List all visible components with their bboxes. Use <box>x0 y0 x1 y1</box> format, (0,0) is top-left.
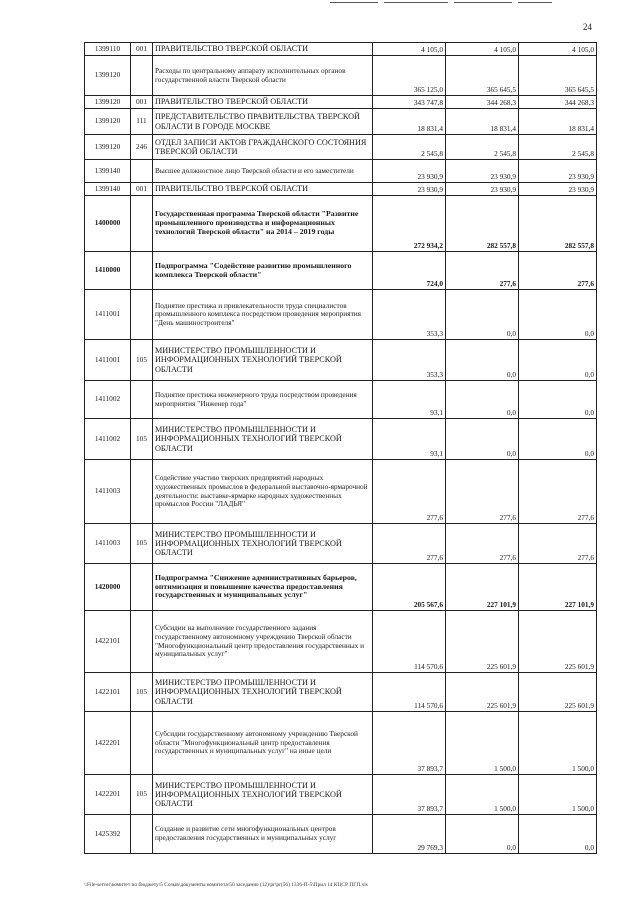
row-name-cell: Подпрограмма "Содействие развитию промышленного комплекса Тверской области" <box>153 252 373 290</box>
row-amount-2016-cell: 0,0 <box>519 419 597 460</box>
row-amount-2015-cell: 227 101,9 <box>446 564 519 611</box>
row-amount-2016-cell: 344 268,3 <box>519 96 597 109</box>
row-amount-2015-cell: 23 930,9 <box>446 160 519 183</box>
row-code-cell: 1399120 <box>85 96 131 109</box>
row-amount-2014-cell: 205 567,6 <box>373 564 446 611</box>
row-name-cell: ПРЕДСТАВИТЕЛЬСТВО ПРАВИТЕЛЬСТВА ТВЕРСКОЙ ОБЛАСТИ В ГОРОДЕ МОСКВЕ <box>153 109 373 135</box>
row-amount-2015-cell: 23 930,9 <box>446 183 519 196</box>
table-row <box>85 673 597 712</box>
row-name-cell: Субсидии государственному автономному учреждению Тверской области "Многофункциональный центр предоставления государственных и муниципальных услуг" на иные цели <box>153 712 373 775</box>
row-code-cell: 1411001 <box>85 290 131 340</box>
row-amount-2014-cell: 114 570,6 <box>373 673 446 712</box>
row-code-cell: 1411003 <box>85 460 131 524</box>
row-amount-2015-cell: 0,0 <box>446 290 519 340</box>
row-amount-2014-cell: 37 893,7 <box>373 775 446 815</box>
table-body <box>85 43 597 854</box>
row-amount-2016-cell: 2 545,8 <box>519 135 597 160</box>
row-amount-2015-cell: 2 545,8 <box>446 135 519 160</box>
row-code-cell: 1399120 <box>85 109 131 135</box>
row-name-cell: ПРАВИТЕЛЬСТВО ТВЕРСКОЙ ОБЛАСТИ <box>153 96 373 109</box>
row-name-cell: Подпрограмма "Снижение административных барьеров, оптимизация и повышение качества предоставления государственных и муниципальных услуг" <box>153 564 373 611</box>
row-amount-2014-cell: 353,3 <box>373 290 446 340</box>
row-gr-cell <box>131 252 153 290</box>
table-row <box>85 290 597 340</box>
row-gr-cell: 105 <box>131 419 153 460</box>
row-amount-2016-cell: 365 645,5 <box>519 56 597 96</box>
row-gr-cell: 001 <box>131 43 153 56</box>
row-amount-2015-cell: 0,0 <box>446 381 519 419</box>
row-amount-2016-cell: 0,0 <box>519 290 597 340</box>
row-name-cell: Субсидии на выполнение государственного задания государственному автономному учреждению Тверской области "Многофункциональный центр предоставления государственных и муниципальных услуг" <box>153 611 373 673</box>
row-amount-2014-cell: 93,1 <box>373 419 446 460</box>
row-amount-2014-cell: 37 893,7 <box>373 712 446 775</box>
page-number: 24 <box>583 22 592 32</box>
row-amount-2015-cell: 1 500,0 <box>446 712 519 775</box>
row-code-cell: 1400000 <box>85 196 131 252</box>
row-gr-cell <box>131 564 153 611</box>
top-rule-4 <box>518 2 552 3</box>
row-gr-cell <box>131 381 153 419</box>
row-amount-2015-cell: 1 500,0 <box>446 775 519 815</box>
row-amount-2014-cell: 93,1 <box>373 381 446 419</box>
top-rule-1 <box>330 2 378 3</box>
row-amount-2015-cell: 277,6 <box>446 524 519 564</box>
table-row <box>85 340 597 381</box>
row-code-cell: 1422201 <box>85 712 131 775</box>
table-row <box>85 524 597 564</box>
row-code-cell: 1422101 <box>85 611 131 673</box>
row-name-cell: Расходы по центральному аппарату исполнительных органов государственной власти Тверской области <box>153 56 373 96</box>
row-amount-2015-cell: 225 601,9 <box>446 673 519 712</box>
row-amount-2014-cell: 29 769,3 <box>373 815 446 854</box>
row-code-cell: 1422201 <box>85 775 131 815</box>
row-amount-2015-cell: 282 557,8 <box>446 196 519 252</box>
row-code-cell: 1411002 <box>85 419 131 460</box>
table-row <box>85 611 597 673</box>
table-row <box>85 196 597 252</box>
row-amount-2016-cell: 1 500,0 <box>519 775 597 815</box>
row-gr-cell: 001 <box>131 183 153 196</box>
row-amount-2015-cell: 0,0 <box>446 419 519 460</box>
row-gr-cell: 001 <box>131 96 153 109</box>
row-amount-2014-cell: 343 747,8 <box>373 96 446 109</box>
row-gr-cell <box>131 160 153 183</box>
row-amount-2014-cell: 4 105,0 <box>373 43 446 56</box>
row-code-cell: 1411003 <box>85 524 131 564</box>
row-amount-2015-cell: 0,0 <box>446 815 519 854</box>
row-amount-2016-cell: 23 930,9 <box>519 183 597 196</box>
row-gr-cell <box>131 290 153 340</box>
row-amount-2016-cell: 0,0 <box>519 340 597 381</box>
row-name-cell: Поднятие престижа инженерного труда посредством проведения мероприятия "Инженер года" <box>153 381 373 419</box>
row-amount-2016-cell: 1 500,0 <box>519 712 597 775</box>
table-row <box>85 109 597 135</box>
row-name-cell: МИНИСТЕРСТВО ПРОМЫШЛЕННОСТИ И ИНФОРМАЦИОННЫХ ТЕХНОЛОГИЙ ТВЕРСКОЙ ОБЛАСТИ <box>153 775 373 815</box>
table-row <box>85 160 597 183</box>
row-amount-2015-cell: 277,6 <box>446 460 519 524</box>
row-amount-2014-cell: 724,0 <box>373 252 446 290</box>
row-gr-cell <box>131 712 153 775</box>
row-name-cell: Высшее должностное лицо Тверской области и его заместители <box>153 160 373 183</box>
row-amount-2016-cell: 0,0 <box>519 381 597 419</box>
row-gr-cell <box>131 611 153 673</box>
table-row <box>85 135 597 160</box>
row-gr-cell <box>131 56 153 96</box>
row-amount-2014-cell: 277,6 <box>373 460 446 524</box>
row-name-cell: Государственная программа Тверской области "Развитие промышленного производства и информационных технологий Тверской области" на 2014 – 2019 годы <box>153 196 373 252</box>
table-row <box>85 419 597 460</box>
top-rule-3 <box>454 2 512 3</box>
row-amount-2016-cell: 225 601,9 <box>519 673 597 712</box>
table-row <box>85 381 597 419</box>
row-gr-cell <box>131 196 153 252</box>
row-amount-2015-cell: 0,0 <box>446 340 519 381</box>
file-path-footer: \\File-server\комитет по бюджету\5 Созыв\документы комитета\50 заседание (12)\pr\pr(56) 1336-П-5\Прил 14 КЦСР ПГП.xls <box>84 882 368 888</box>
budget-table <box>84 42 597 854</box>
row-gr-cell: 105 <box>131 775 153 815</box>
row-code-cell: 1425392 <box>85 815 131 854</box>
table-row <box>85 96 597 109</box>
table-row <box>85 815 597 854</box>
table-row <box>85 43 597 56</box>
row-amount-2014-cell: 114 570,6 <box>373 611 446 673</box>
row-code-cell: 1399120 <box>85 56 131 96</box>
row-amount-2014-cell: 272 934,2 <box>373 196 446 252</box>
row-amount-2016-cell: 227 101,9 <box>519 564 597 611</box>
row-amount-2014-cell: 18 831,4 <box>373 109 446 135</box>
row-amount-2016-cell: 277,6 <box>519 252 597 290</box>
row-code-cell: 1410000 <box>85 252 131 290</box>
row-code-cell: 1422101 <box>85 673 131 712</box>
row-name-cell: Содействие участию тверских предприятий народных художественных промыслов в федеральной выставочно-ярмарочной деятельности: выставке-ярмарке народных художественных промыслов России "ЛАДЬЯ" <box>153 460 373 524</box>
row-amount-2016-cell: 18 831,4 <box>519 109 597 135</box>
row-gr-cell: 111 <box>131 109 153 135</box>
table-row <box>85 564 597 611</box>
row-gr-cell <box>131 460 153 524</box>
row-gr-cell <box>131 815 153 854</box>
row-name-cell: ПРАВИТЕЛЬСТВО ТВЕРСКОЙ ОБЛАСТИ <box>153 183 373 196</box>
row-name-cell: ОТДЕЛ ЗАПИСИ АКТОВ ГРАЖДАНСКОГО СОСТОЯНИЯ ТВЕРСКОЙ ОБЛАСТИ <box>153 135 373 160</box>
row-amount-2015-cell: 365 645,5 <box>446 56 519 96</box>
row-amount-2015-cell: 18 831,4 <box>446 109 519 135</box>
row-amount-2014-cell: 277,6 <box>373 524 446 564</box>
row-amount-2015-cell: 225 601,9 <box>446 611 519 673</box>
row-amount-2016-cell: 225 601,9 <box>519 611 597 673</box>
row-amount-2016-cell: 277,6 <box>519 524 597 564</box>
row-amount-2015-cell: 4 105,0 <box>446 43 519 56</box>
table-row <box>85 56 597 96</box>
row-amount-2014-cell: 353,3 <box>373 340 446 381</box>
row-amount-2014-cell: 23 930,9 <box>373 183 446 196</box>
row-name-cell: МИНИСТЕРСТВО ПРОМЫШЛЕННОСТИ И ИНФОРМАЦИОННЫХ ТЕХНОЛОГИЙ ТВЕРСКОЙ ОБЛАСТИ <box>153 673 373 712</box>
row-name-cell: ПРАВИТЕЛЬСТВО ТВЕРСКОЙ ОБЛАСТИ <box>153 43 373 56</box>
table-row <box>85 460 597 524</box>
row-amount-2014-cell: 2 545,8 <box>373 135 446 160</box>
row-amount-2015-cell: 344 268,3 <box>446 96 519 109</box>
row-amount-2016-cell: 282 557,8 <box>519 196 597 252</box>
table-row <box>85 775 597 815</box>
table-row <box>85 712 597 775</box>
table-row <box>85 252 597 290</box>
table-row <box>85 183 597 196</box>
row-gr-cell: 105 <box>131 340 153 381</box>
row-code-cell: 1399110 <box>85 43 131 56</box>
row-code-cell: 1399140 <box>85 183 131 196</box>
row-code-cell: 1399140 <box>85 160 131 183</box>
row-amount-2016-cell: 277,6 <box>519 460 597 524</box>
row-amount-2014-cell: 365 125,0 <box>373 56 446 96</box>
row-amount-2016-cell: 0,0 <box>519 815 597 854</box>
row-code-cell: 1411002 <box>85 381 131 419</box>
row-amount-2015-cell: 277,6 <box>446 252 519 290</box>
row-name-cell: МИНИСТЕРСТВО ПРОМЫШЛЕННОСТИ И ИНФОРМАЦИОННЫХ ТЕХНОЛОГИЙ ТВЕРСКОЙ ОБЛАСТИ <box>153 524 373 564</box>
row-code-cell: 1411001 <box>85 340 131 381</box>
row-name-cell: Создание и развитие сети многофункциональных центров предоставления государственных и муниципальных услуг <box>153 815 373 854</box>
row-name-cell: Поднятие престижа и привлекательности труда специалистов промышленного комплекса посредством проведения мероприятия "День машиностроителя" <box>153 290 373 340</box>
row-name-cell: МИНИСТЕРСТВО ПРОМЫШЛЕННОСТИ И ИНФОРМАЦИОННЫХ ТЕХНОЛОГИЙ ТВЕРСКОЙ ОБЛАСТИ <box>153 419 373 460</box>
row-gr-cell: 105 <box>131 673 153 712</box>
top-rule-2 <box>384 2 448 3</box>
row-code-cell: 1420000 <box>85 564 131 611</box>
row-name-cell: МИНИСТЕРСТВО ПРОМЫШЛЕННОСТИ И ИНФОРМАЦИОННЫХ ТЕХНОЛОГИЙ ТВЕРСКОЙ ОБЛАСТИ <box>153 340 373 381</box>
row-code-cell: 1399120 <box>85 135 131 160</box>
row-amount-2016-cell: 4 105,0 <box>519 43 597 56</box>
row-gr-cell: 105 <box>131 524 153 564</box>
row-amount-2014-cell: 23 930,9 <box>373 160 446 183</box>
row-amount-2016-cell: 23 930,9 <box>519 160 597 183</box>
row-gr-cell: 246 <box>131 135 153 160</box>
